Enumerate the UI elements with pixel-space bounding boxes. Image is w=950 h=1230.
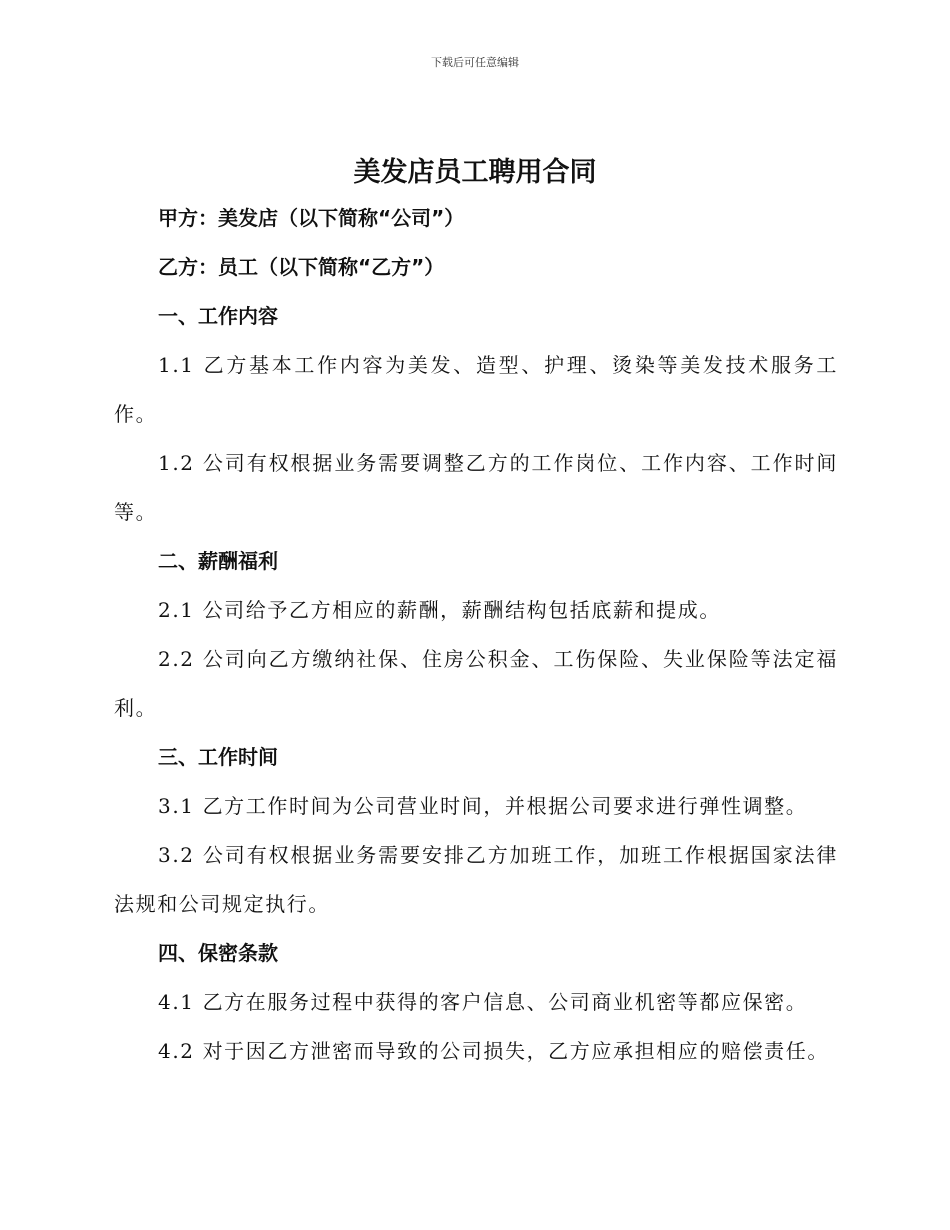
clause-2-2: 2.2 公司向乙方缴纳社保、住房公积金、工伤保险、失业保险等法定福利。 — [114, 647, 838, 720]
section-heading: 一、工作内容 — [158, 304, 278, 328]
clause-3-2: 3.2 公司有权根据业务需要安排乙方加班工作，加班工作根据国家法律法规和公司规定执行。 — [114, 843, 838, 916]
contract-body — [114, 194, 838, 1076]
clause-1-1: 1.1 乙方基本工作内容为美发、造型、护理、烫染等美发技术服务工作。 — [114, 353, 838, 426]
party-b-line: 乙方：员工（以下简称“乙方”） — [158, 255, 445, 279]
clause-3-1: 3.1 乙方工作时间为公司营业时间，并根据公司要求进行弹性调整。 — [158, 794, 808, 818]
clause-4-2: 4.2 对于因乙方泄密而导致的公司损失，乙方应承担相应的赔偿责任。 — [158, 1039, 829, 1063]
document-title: 美发店员工聘用合同 — [353, 157, 597, 188]
section-heading: 四、保密条款 — [158, 941, 278, 965]
clause-2-1: 2.1 公司给予乙方相应的薪酬，薪酬结构包括底薪和提成。 — [158, 598, 721, 622]
party-a-line: 甲方：美发店（以下简称“公司”） — [158, 206, 465, 230]
section-work-content — [114, 292, 838, 537]
section-heading: 二、薪酬福利 — [158, 549, 278, 573]
header-note: 下载后可任意编辑 — [431, 56, 519, 69]
clause-4-1: 4.1 乙方在服务过程中获得的客户信息、公司商业机密等都应保密。 — [158, 990, 808, 1014]
section-work-hours — [114, 733, 838, 929]
section-salary-benefits — [114, 537, 838, 733]
clause-1-2: 1.2 公司有权根据业务需要调整乙方的工作岗位、工作内容、工作时间等。 — [114, 451, 838, 524]
section-heading: 三、工作时间 — [158, 745, 278, 769]
section-confidentiality — [114, 929, 838, 1076]
